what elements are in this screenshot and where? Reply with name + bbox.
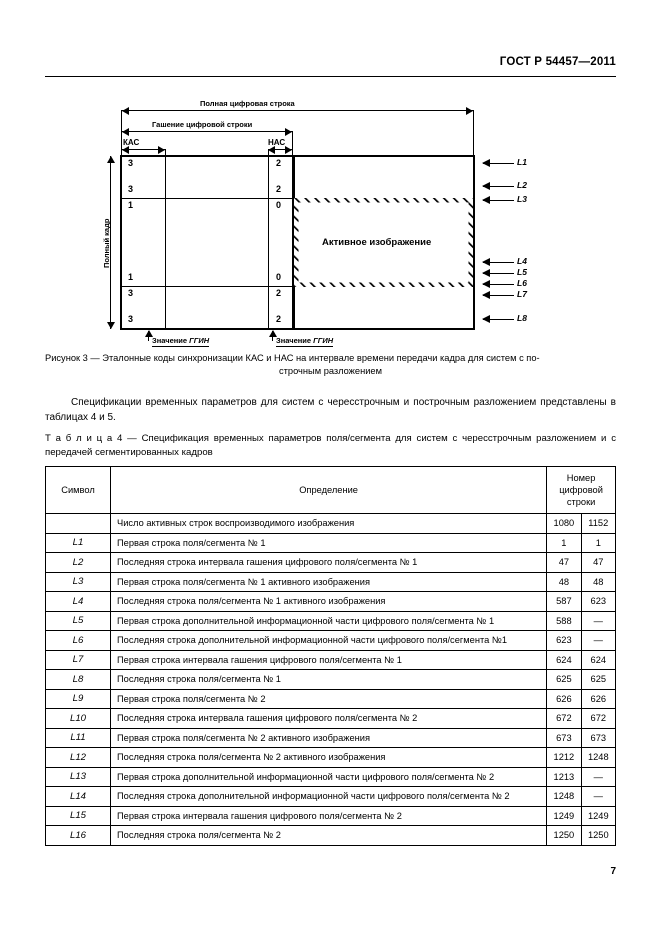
dimension-full-digital-line-label: Полная цифровая строка: [200, 99, 295, 108]
header-divider: [45, 76, 616, 77]
tick-full-right: [473, 110, 474, 157]
cell-symbol: [46, 514, 111, 534]
line-marker-arrow-L5: [483, 273, 514, 274]
cell-symbol: L2: [46, 553, 111, 573]
table-4-header-row: [46, 467, 616, 514]
cell-num-1152: 623: [581, 592, 615, 612]
table-row: [46, 689, 616, 709]
line-marker-arrow-L3: [483, 200, 514, 201]
table-row: [46, 592, 616, 612]
cell-num-1152: 1250: [581, 826, 615, 846]
bottom-callout-text-2: Значение: [276, 336, 314, 345]
figure-caption: [45, 352, 616, 378]
cell-num-1080: 1212: [547, 748, 581, 768]
left-cell-value-5: 3: [128, 288, 134, 298]
cell-num-1080: 48: [547, 572, 581, 592]
table-row: [46, 650, 616, 670]
cell-num-1152: —: [581, 787, 615, 807]
cell-symbol: L15: [46, 806, 111, 826]
table-row: [46, 533, 616, 553]
page-number: 7: [610, 866, 616, 877]
table-header-definition: Определение: [111, 467, 547, 514]
cell-num-1080: 1213: [547, 767, 581, 787]
bottom-callout-italic-2: ГГИН: [313, 336, 334, 345]
bottom-callout-label-2: [276, 336, 333, 347]
cell-definition: Последняя строка дополнительной информационной части цифрового поля/сегмента №1: [111, 631, 547, 651]
cell-num-1080: 588: [547, 611, 581, 631]
right-cell-value-3: 0: [276, 200, 282, 210]
right-cell-value-2: 2: [276, 184, 282, 194]
table-row: [46, 514, 616, 534]
line-marker-arrow-L4: [483, 262, 514, 263]
cell-num-1152: 673: [581, 728, 615, 748]
cell-num-1152: 1152: [581, 514, 615, 534]
table-row: [46, 709, 616, 729]
frame-vline-kac: [165, 155, 166, 330]
cell-num-1080: 1250: [547, 826, 581, 846]
line-marker-label-L7: L7: [517, 289, 527, 299]
bottom-callout-text-1: Значение: [152, 336, 190, 345]
cell-symbol: L3: [46, 572, 111, 592]
cell-symbol: L9: [46, 689, 111, 709]
cell-num-1080: 47: [547, 553, 581, 573]
table-row: [46, 553, 616, 573]
dimension-full-digital-line: [122, 110, 473, 111]
table-4-title: Т а б л и ц а 4 — Спецификация временных параметров поля/сегмента для систем с чересстрочным разложением и с передачей сегментированных кадров: [45, 433, 616, 458]
line-marker-arrow-L8: [483, 319, 514, 320]
cell-definition: Последняя строка интервала гашения цифрового поля/сегмента № 2: [111, 709, 547, 729]
table-4-head: [46, 467, 616, 514]
cell-definition: Последняя строка поля/сегмента № 2 активного изображения: [111, 748, 547, 768]
cell-definition: Последняя строка поля/сегмента № 1 активного изображения: [111, 592, 547, 612]
cell-definition: Последняя строка поля/сегмента № 1: [111, 670, 547, 690]
bottom-callout-tick-2: [272, 331, 273, 341]
cell-symbol: L11: [46, 728, 111, 748]
cell-symbol: L13: [46, 767, 111, 787]
cell-symbol: L7: [46, 650, 111, 670]
cell-definition: Первая строка интервала гашения цифрового поля/сегмента № 1: [111, 650, 547, 670]
right-cell-value-5: 2: [276, 288, 282, 298]
cell-num-1152: —: [581, 611, 615, 631]
table-row: [46, 787, 616, 807]
table-row: [46, 748, 616, 768]
cell-definition: Первая строка поля/сегмента № 2: [111, 689, 547, 709]
cell-num-1152: 624: [581, 650, 615, 670]
cell-num-1080: 1: [547, 533, 581, 553]
left-cell-value-1: 3: [128, 158, 134, 168]
bottom-callout-tick-1: [148, 331, 149, 341]
hac-label: НАС: [268, 138, 286, 147]
cell-definition: Первая строка дополнительной информационной части цифрового поля/сегмента № 2: [111, 767, 547, 787]
cell-symbol: L6: [46, 631, 111, 651]
cell-num-1080: 626: [547, 689, 581, 709]
table-row: [46, 728, 616, 748]
cell-definition: Первая строка поля/сегмента № 1: [111, 533, 547, 553]
line-marker-arrow-L7: [483, 295, 514, 296]
table-row: [46, 572, 616, 592]
bottom-callout-label-1: [152, 336, 209, 347]
dimension-full-frame-label: Полный кадр: [102, 218, 111, 268]
cell-symbol: L16: [46, 826, 111, 846]
table-header-line-number: Номер цифровой строки: [547, 467, 616, 514]
table-header-symbol: Символ: [46, 467, 111, 514]
line-marker-label-L3: L3: [517, 194, 527, 204]
frame-vline-mid: [268, 155, 269, 330]
cell-definition: Последняя строка поля/сегмента № 2: [111, 826, 547, 846]
table-row: [46, 631, 616, 651]
dimension-kac: [122, 149, 165, 150]
dimension-blanking-line: [122, 131, 292, 132]
cell-num-1080: 587: [547, 592, 581, 612]
table-row: [46, 806, 616, 826]
line-marker-label-L4: L4: [517, 256, 527, 266]
left-cell-value-2: 3: [128, 184, 134, 194]
figure-caption-line-2: строчным разложением: [279, 366, 382, 376]
tick-blanking-right: [292, 131, 293, 157]
cell-num-1152: 1249: [581, 806, 615, 826]
line-marker-label-L2: L2: [517, 180, 527, 190]
right-cell-value-4: 0: [276, 272, 282, 282]
cell-num-1152: 47: [581, 553, 615, 573]
active-image-label: Активное изображение: [322, 237, 432, 248]
table-4: [45, 466, 616, 846]
cell-definition: Последняя строка интервала гашения цифрового поля/сегмента № 1: [111, 553, 547, 573]
cell-num-1080: 624: [547, 650, 581, 670]
cell-num-1080: 625: [547, 670, 581, 690]
cell-num-1080: 673: [547, 728, 581, 748]
cell-definition: Первая строка интервала гашения цифрового поля/сегмента № 2: [111, 806, 547, 826]
cell-num-1152: —: [581, 767, 615, 787]
cell-definition: Последняя строка дополнительной информационной части цифрового поля/сегмента № 2: [111, 787, 547, 807]
cell-num-1152: 625: [581, 670, 615, 690]
right-cell-value-1: 2: [276, 158, 282, 168]
dimension-blanking-line-label: Гашение цифровой строки: [152, 120, 253, 129]
table-row: [46, 670, 616, 690]
cell-num-1152: 48: [581, 572, 615, 592]
table-row: [46, 826, 616, 846]
cell-num-1152: 672: [581, 709, 615, 729]
dimension-hac: [268, 149, 292, 150]
cell-definition: Число активных строк воспроизводимого изображения: [111, 514, 547, 534]
figure-3-diagram: [0, 88, 661, 350]
line-marker-arrow-L6: [483, 284, 514, 285]
cell-num-1080: 672: [547, 709, 581, 729]
cell-symbol: L1: [46, 533, 111, 553]
line-marker-label-L6: L6: [517, 278, 527, 288]
cell-num-1152: 1: [581, 533, 615, 553]
line-marker-label-L8: L8: [517, 313, 527, 323]
cell-symbol: L12: [46, 748, 111, 768]
cell-symbol: L14: [46, 787, 111, 807]
document-standard-number: ГОСТ Р 54457—2011: [499, 56, 616, 68]
table-row: [46, 611, 616, 631]
cell-symbol: L5: [46, 611, 111, 631]
line-marker-arrow-L2: [483, 186, 514, 187]
left-cell-value-3: 1: [128, 200, 134, 210]
line-marker-arrow-L1: [483, 163, 514, 164]
left-cell-value-6: 3: [128, 314, 134, 324]
cell-num-1152: 626: [581, 689, 615, 709]
specification-paragraph: Спецификации временных параметров для систем с чересстрочным и построчным разложением представлены в таблицах 4 и 5.: [45, 397, 616, 423]
cell-num-1080: 623: [547, 631, 581, 651]
table-row: [46, 767, 616, 787]
cell-num-1080: 1248: [547, 787, 581, 807]
cell-symbol: L4: [46, 592, 111, 612]
cell-num-1080: 1080: [547, 514, 581, 534]
cell-symbol: L8: [46, 670, 111, 690]
cell-num-1152: 1248: [581, 748, 615, 768]
line-marker-label-L5: L5: [517, 267, 527, 277]
right-cell-value-6: 2: [276, 314, 282, 324]
cell-num-1152: —: [581, 631, 615, 651]
bottom-callout-italic-1: ГГИН: [189, 336, 210, 345]
figure-caption-line-1: Рисунок 3 — Эталонные коды синхронизации КАС и НАС на интервале времени передачи кадра для систем с по-: [45, 353, 540, 363]
table-4-body: [46, 514, 616, 846]
cell-definition: Первая строка поля/сегмента № 1 активного изображения: [111, 572, 547, 592]
line-marker-label-L1: L1: [517, 157, 527, 167]
cell-num-1080: 1249: [547, 806, 581, 826]
cell-symbol: L10: [46, 709, 111, 729]
left-cell-value-4: 1: [128, 272, 134, 282]
cell-definition: Первая строка дополнительной информационной части цифрового поля/сегмента № 1: [111, 611, 547, 631]
cell-definition: Первая строка поля/сегмента № 2 активного изображения: [111, 728, 547, 748]
kac-label: КАС: [123, 138, 140, 147]
